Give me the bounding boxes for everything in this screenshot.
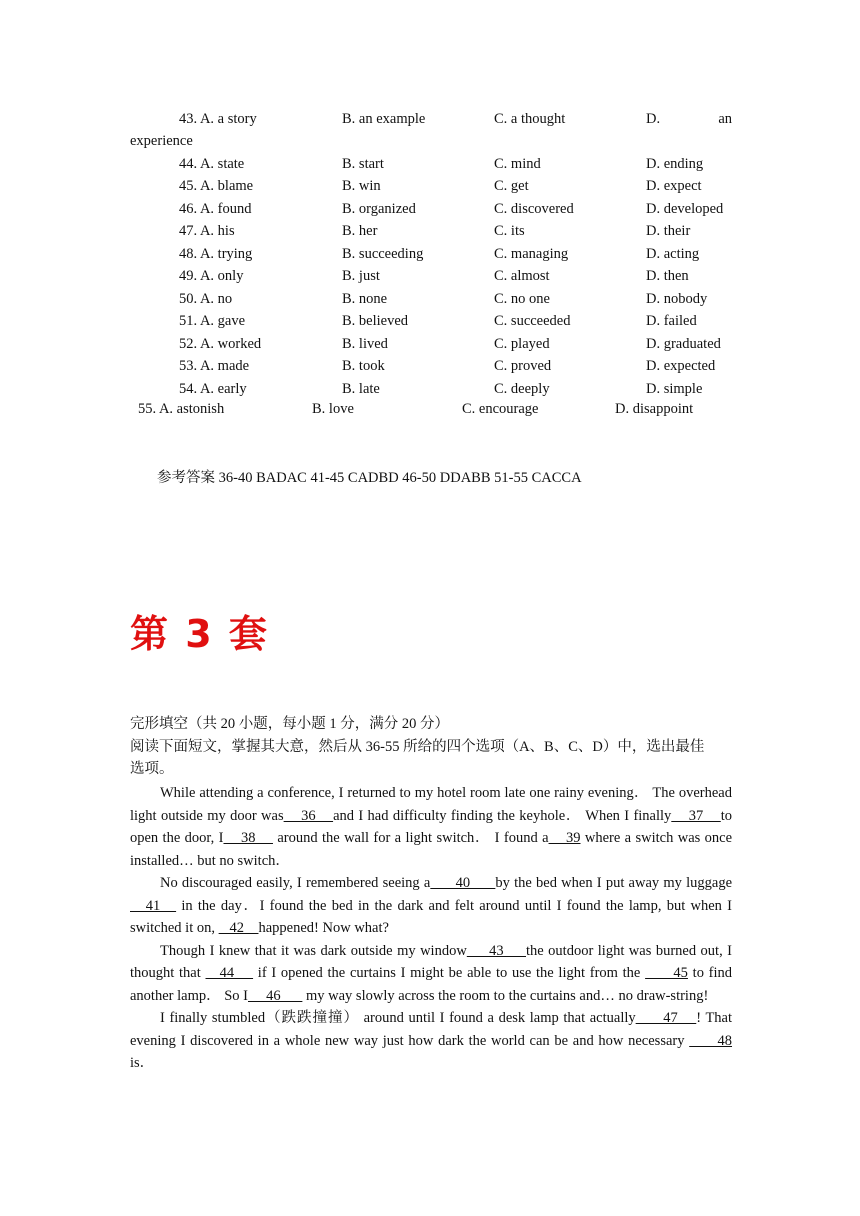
option-a: 47. A. his: [179, 223, 235, 239]
blank-42: 42: [218, 920, 259, 936]
option-row-55: [0, 398, 860, 420]
text: and I had difficulty finding the keyhole． When I finally: [333, 807, 672, 824]
option-row-45: [0, 175, 860, 197]
option-b: B. took: [342, 358, 385, 374]
option-d: [646, 108, 732, 130]
option-c: C. get: [494, 178, 529, 194]
option-b: B. lived: [342, 336, 388, 352]
set-title: 第 3 套: [130, 612, 269, 656]
option-c: C. its: [494, 223, 525, 239]
blank-41: 41: [130, 897, 177, 914]
paragraph: [130, 782, 732, 872]
text: if I opened the curtains I might be able to use the light from the: [253, 965, 646, 981]
option-c: C. managing: [494, 246, 569, 262]
option-a: 45. A. blame: [179, 178, 254, 194]
instruction-line: 选项。: [130, 761, 174, 777]
text: Though I knew that it was dark outside my window: [160, 942, 467, 959]
option-a: 44. A. state: [179, 156, 245, 172]
text: happened! Now what?: [258, 920, 389, 936]
option-d: D. nobody: [646, 291, 708, 307]
option-d: D. expect: [646, 178, 702, 194]
option-a: 50. A. no: [179, 291, 233, 307]
blank-48: 48: [689, 1032, 733, 1049]
paragraph: [130, 872, 732, 940]
option-b: B. win: [342, 178, 381, 194]
blank-46: 46: [248, 987, 303, 1004]
option-a: 48. A. trying: [179, 246, 253, 262]
blank-45: 45: [645, 965, 688, 981]
text: my way slowly across the room to the curtains and… no draw-string!: [302, 987, 709, 1004]
option-c: C. no one: [494, 291, 550, 307]
option-row-48: [0, 243, 860, 265]
option-a: 51. A. gave: [179, 313, 246, 329]
blank-37: 37: [671, 807, 721, 824]
option-row-47: [0, 220, 860, 242]
option-row-50: [0, 288, 860, 310]
text: by the bed when I put away my luggage: [495, 875, 733, 891]
option-a: 46. A. found: [179, 201, 252, 217]
option-d-wrap: experience: [130, 133, 193, 149]
blank-38: 38: [223, 830, 273, 846]
option-c: C. played: [494, 336, 550, 352]
option-row-46: [0, 198, 860, 220]
option-row-51: [0, 310, 860, 332]
option-c: C. proved: [494, 358, 552, 374]
option-row-49: [0, 265, 860, 287]
option-d: D. disappoint: [615, 401, 694, 417]
blank-36: 36: [283, 807, 334, 824]
option-d: D. then: [646, 268, 689, 284]
option-row-52: [0, 333, 860, 355]
option-a: 53. A. made: [179, 358, 250, 374]
option-row-53: [0, 355, 860, 377]
option-c: C. succeeded: [494, 313, 571, 329]
option-a: 54. A. early: [179, 381, 247, 397]
option-a: 55. A. astonish: [138, 401, 225, 417]
instructions: [130, 713, 732, 781]
paragraph: [130, 1007, 732, 1075]
text: ! That evening I discovered in a whole new way just how dark the world can be and how necessary: [130, 1010, 733, 1049]
text: where a switch was once installed… but no switch．: [130, 830, 733, 869]
blank-43: 43: [466, 942, 526, 959]
text: While attending a conference, I returned to my hotel room late one rainy evening． The overhead light outside my door was: [130, 785, 732, 824]
blank-47: 47: [635, 1010, 697, 1026]
option-c: C. a thought: [494, 111, 566, 127]
option-c: C. encourage: [462, 401, 539, 417]
option-b: B. none: [342, 291, 388, 307]
option-b: B. organized: [342, 201, 416, 217]
text: the outdoor light was burned out, I thought that: [130, 942, 733, 981]
option-c: C. discovered: [494, 201, 574, 217]
text: around the wall for a light switch． I found a: [272, 830, 549, 846]
option-d: D. expected: [646, 358, 716, 374]
text: to find another lamp． So I: [130, 965, 733, 1004]
option-b: B. start: [342, 156, 384, 172]
option-b: B. an example: [342, 111, 426, 127]
text: in the day．I found the bed in the dark and felt around until I found the lamp, but when I switched it on,: [130, 897, 733, 936]
text: No discouraged easily, I remembered seeing a: [160, 875, 431, 891]
option-b: B. succeeding: [342, 246, 424, 262]
answer-key: 参考答案 36-40 BADAC 41-45 CADBD 46-50 DDABB 51-55 CACCA: [157, 470, 582, 486]
option-a: 43. A. a story: [179, 111, 257, 127]
option-d: D. simple: [646, 381, 703, 397]
option-d: D. acting: [646, 246, 700, 262]
option-b: B. her: [342, 223, 378, 239]
option-b: B. just: [342, 268, 380, 284]
blank-44: 44: [205, 965, 254, 981]
option-d: D. graduated: [646, 336, 721, 352]
text: to open the door, I: [130, 807, 733, 846]
text: I finally stumbled（跌跌撞撞） around until I found a desk lamp that actually: [160, 1010, 636, 1026]
option-row-54: [0, 378, 860, 400]
option-b: B. believed: [342, 313, 409, 329]
option-c: C. almost: [494, 268, 550, 284]
option-c: C. mind: [494, 156, 541, 172]
cloze-passage: [130, 782, 732, 1075]
option-d-text: an: [718, 111, 732, 127]
option-a: 52. A. worked: [179, 336, 262, 352]
option-row-43: [0, 108, 860, 130]
option-d-letter: D.: [646, 111, 661, 127]
option-b: B. late: [342, 381, 380, 397]
paragraph: [130, 940, 732, 1008]
option-d: D. failed: [646, 313, 697, 329]
blank-39: 39: [548, 830, 581, 846]
option-d: D. ending: [646, 156, 704, 172]
instruction-line: 阅读下面短文，掌握其大意，然后从 36-55 所给的四个选项（A、B、C、D）中，选出最佳: [130, 738, 705, 755]
option-d: D. developed: [646, 201, 724, 217]
text: is．: [130, 1055, 155, 1071]
option-c: C. deeply: [494, 381, 550, 397]
instruction-line: 完形填空（共 20 小题，每小题 1 分，满分 20 分）: [130, 716, 449, 732]
option-b: B. love: [312, 401, 354, 417]
option-d: D. their: [646, 223, 691, 239]
option-row-44: [0, 153, 860, 175]
blank-40: 40: [430, 875, 496, 891]
option-a: 49. A. only: [179, 268, 244, 284]
